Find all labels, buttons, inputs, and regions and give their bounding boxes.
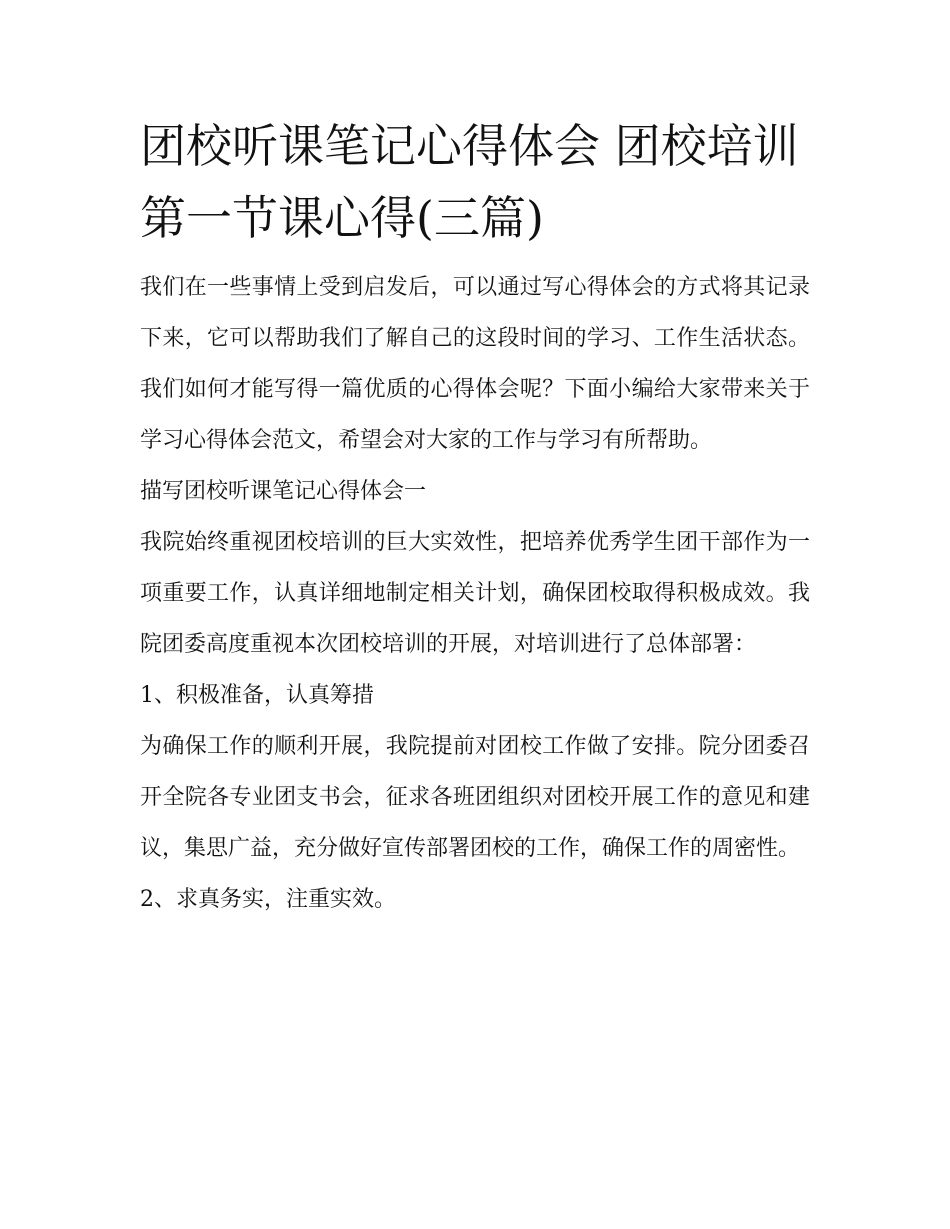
document-title: 团校听课笔记心得体会 团校培训第一节课心得(三篇) bbox=[140, 119, 799, 245]
list-item-one: 1、积极准备，认真筹措 bbox=[140, 683, 374, 708]
document-body bbox=[140, 110, 810, 925]
body-paragraph-one: 我院始终重视团校培训的巨大实效性，把培养优秀学生团干部作为一项重要工作，认真详细地制定相关计划，确保团校取得积极成效。我院团委高度重视本次团校培训的开展，对培训进行了总体部署： bbox=[140, 530, 810, 657]
list-item-two: 2、求真务实，注重实效。 bbox=[140, 887, 396, 912]
intro-paragraph: 我们在一些事情上受到启发后，可以通过写心得体会的方式将其记录下来，它可以帮助我们了解自己的这段时间的学习、工作生活状态。我们如何才能写得一篇优质的心得体会呢？下面小编给大家带来关于学习心得体会范文，希望会对大家的工作与学习有所帮助。 bbox=[140, 275, 810, 453]
body-paragraph-two: 为确保工作的顺利开展，我院提前对团校工作做了安排。院分团委召开全院各专业团支书会，征求各班团组织对团校开展工作的意见和建议，集思广益，充分做好宣传部署团校的工作，确保工作的周密性。 bbox=[140, 734, 810, 861]
section-heading-one: 描写团校听课笔记心得体会一 bbox=[140, 479, 427, 504]
